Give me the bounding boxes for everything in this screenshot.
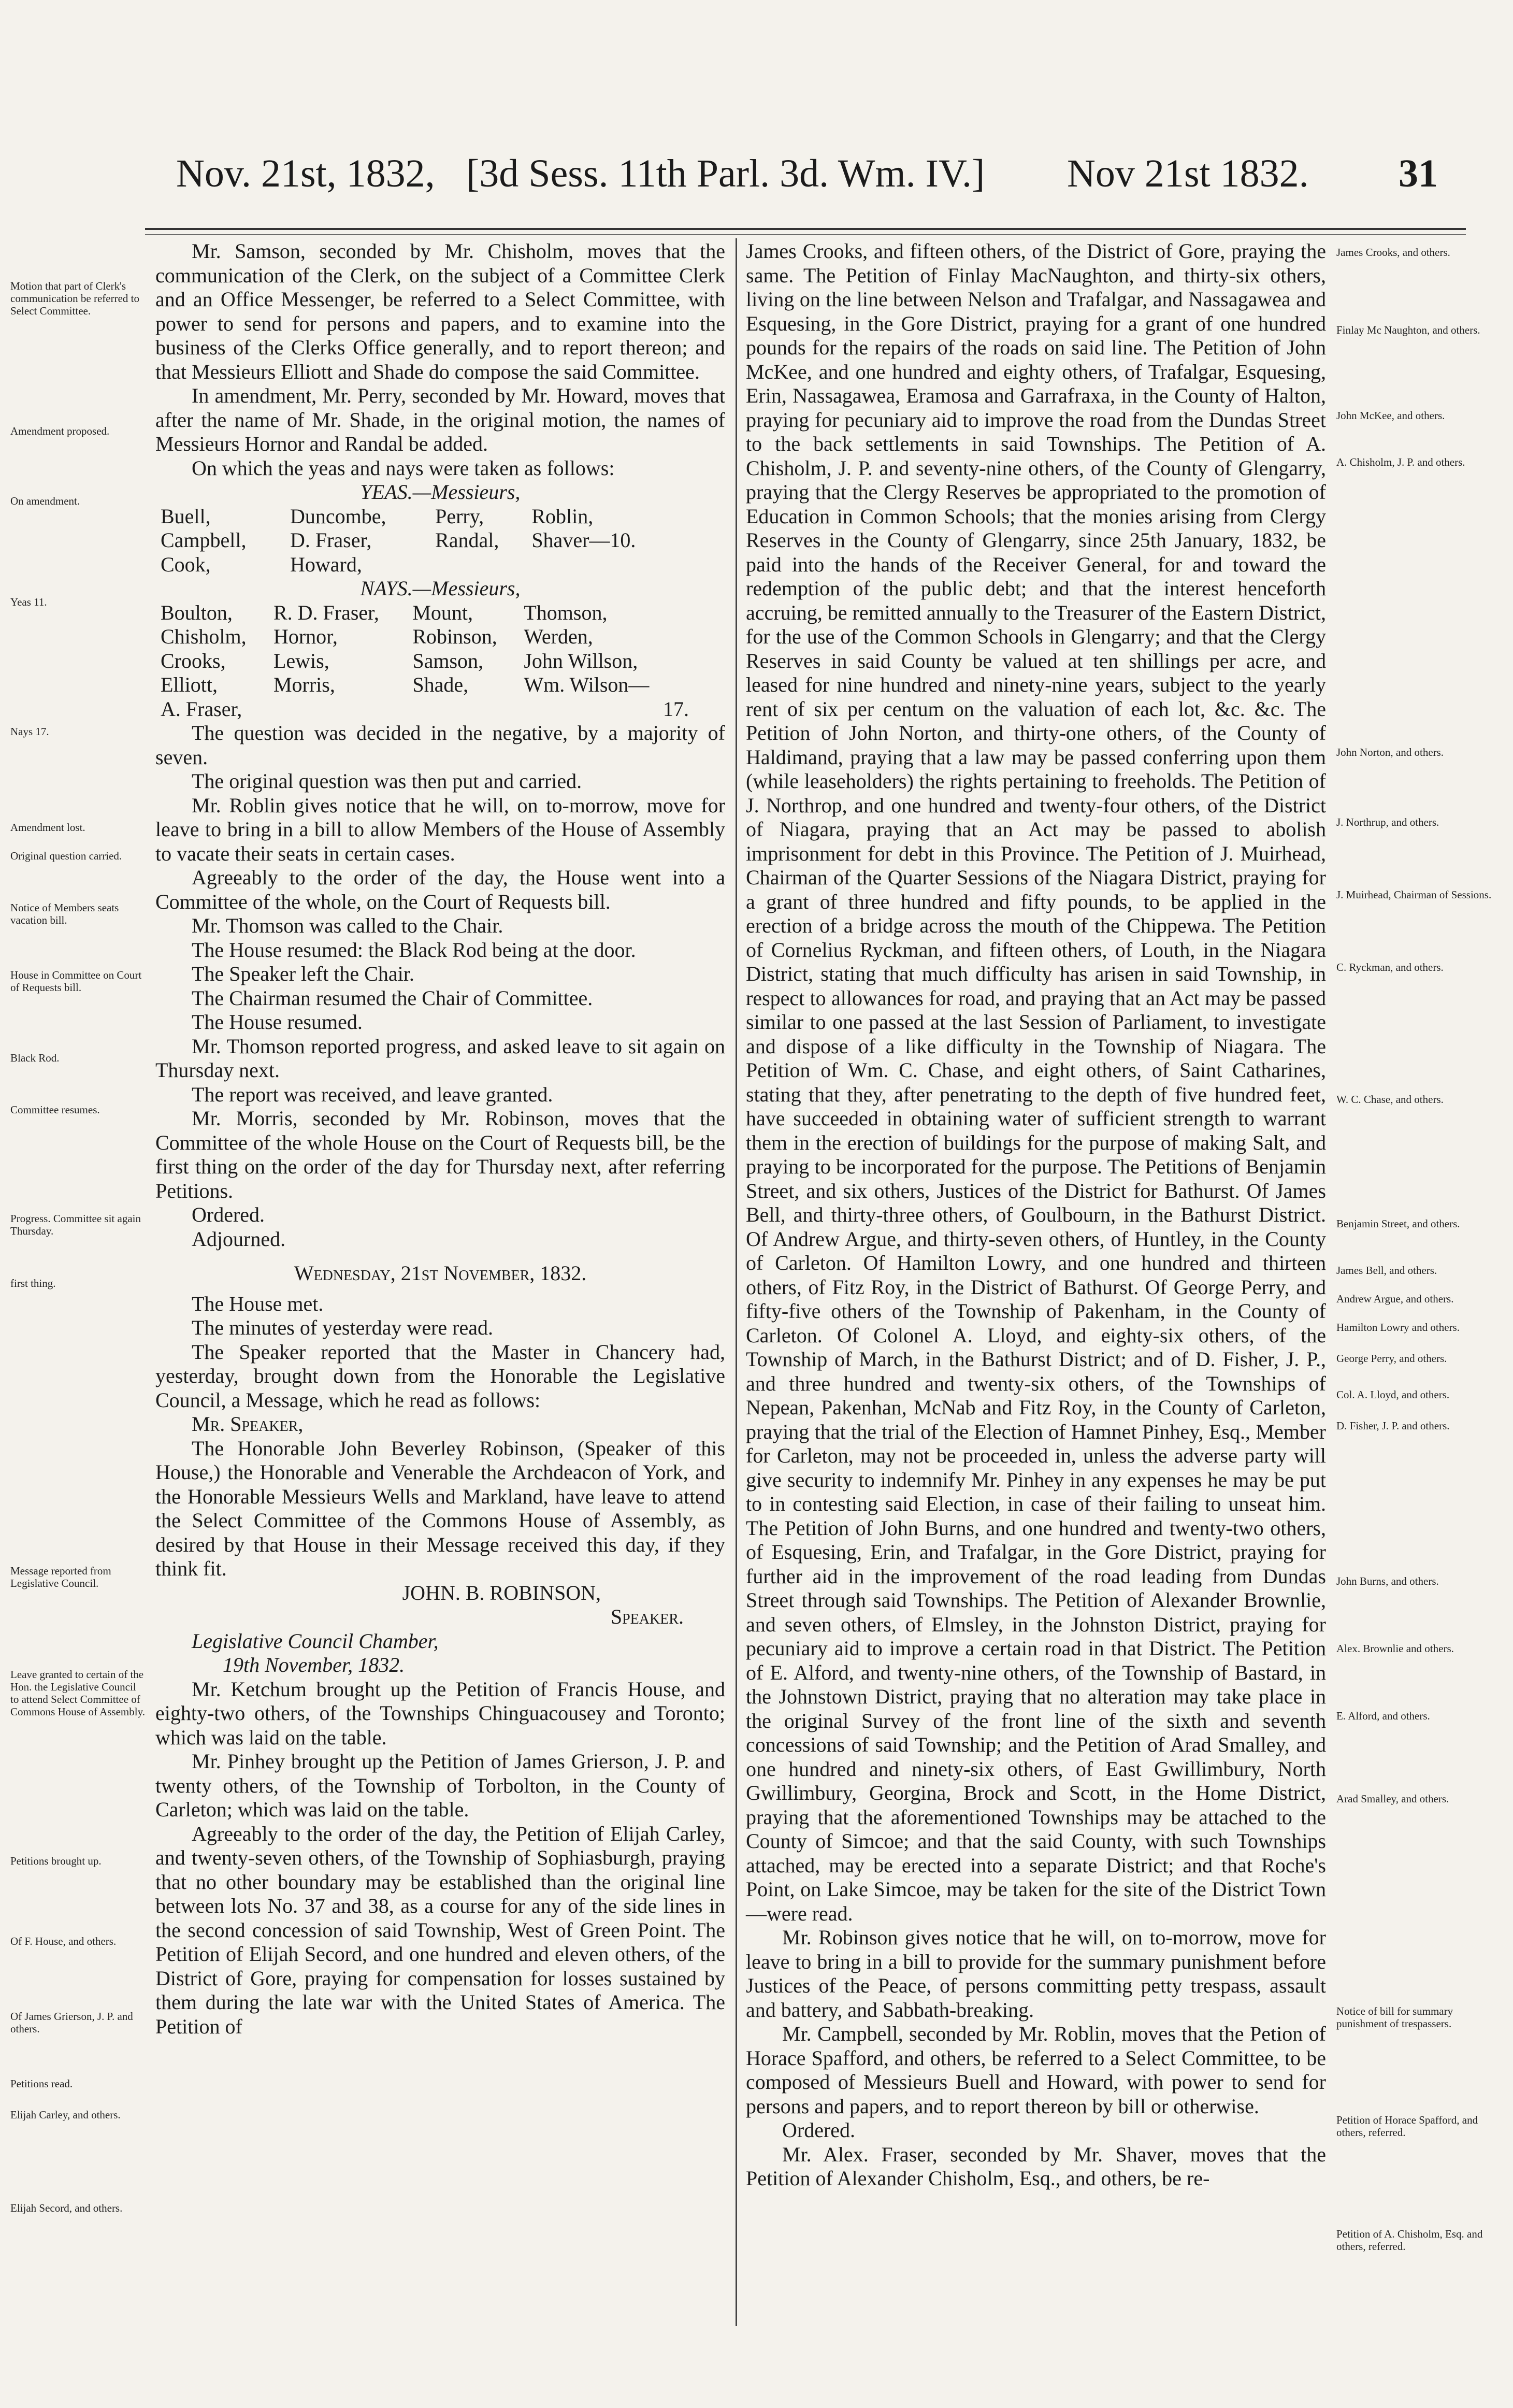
nay-name	[273, 697, 412, 722]
paragraph: Mr. Thomson was called to the Chair.	[192, 914, 503, 937]
table-row	[161, 601, 689, 625]
margin-note: Yeas 11.	[10, 596, 47, 608]
nay-name: Morris,	[273, 673, 335, 696]
margin-note: Benjamin Street, and others.	[1336, 1217, 1460, 1230]
nays-heading: NAYS.—Messieurs,	[360, 577, 521, 600]
table-row	[161, 673, 689, 697]
margin-note: Of James Grierson, J. P. and others.	[10, 2010, 133, 2035]
margin-note: first thing.	[10, 1277, 56, 1289]
table-row	[161, 505, 689, 529]
header-rule	[145, 228, 1466, 230]
yea-name: Howard,	[290, 552, 362, 576]
nay-name: 17.	[663, 697, 689, 721]
nay-name: Thomson,	[524, 600, 608, 624]
nays-table	[161, 601, 689, 722]
margin-note: Petitions brought up.	[10, 1855, 102, 1867]
margin-note: Progress. Committee sit again Thursday.	[10, 1212, 141, 1237]
margin-note: Notice of Members seats vacation bill.	[10, 901, 119, 926]
paragraph: On which the yeas and nays were taken as follows:	[192, 456, 615, 480]
margin-note: John Norton, and others.	[1336, 746, 1444, 758]
paragraph: The House resumed: the Black Rod being at the door.	[192, 938, 636, 962]
day-heading: Wednesday, 21st November, 1832.	[294, 1262, 587, 1285]
nay-name: John Willson,	[524, 649, 638, 672]
margin-note: Elijah Secord, and others.	[10, 2202, 123, 2214]
paragraph: The Speaker left the Chair.	[192, 962, 414, 985]
margin-note: Original question carried.	[10, 850, 122, 862]
yea-name: D. Fraser,	[290, 528, 372, 552]
yea-name	[435, 553, 531, 577]
paragraph: The Chairman resumed the Chair of Committee.	[192, 986, 593, 1010]
margin-note: Elijah Carley, and others.	[10, 2109, 121, 2121]
page-number: 31	[1399, 152, 1438, 195]
table-row	[161, 528, 689, 553]
nay-name: Crooks,	[161, 649, 226, 672]
header-session: [3d Sess. 11th Parl. 3d. Wm. IV.]	[466, 152, 985, 195]
margin-note: Hamilton Lowry and others.	[1336, 1321, 1460, 1334]
margin-note: Committee resumes.	[10, 1103, 100, 1116]
margin-note: George Perry, and others.	[1336, 1352, 1447, 1365]
margin-note: J. Muirhead, Chairman of Sessions.	[1336, 888, 1492, 901]
margin-note: C. Ryckman, and others.	[1336, 961, 1444, 973]
yea-name: Roblin,	[531, 504, 594, 528]
nay-name	[412, 697, 524, 722]
margin-note: On amendment.	[10, 495, 80, 507]
table-row	[161, 697, 689, 722]
yea-name: Perry,	[435, 504, 484, 528]
margin-note: James Crooks, and others.	[1336, 246, 1450, 259]
nay-name: Lewis,	[273, 649, 329, 672]
yeas-heading: YEAS.—Messieurs,	[360, 480, 521, 504]
nay-name: R. D. Fraser,	[273, 600, 379, 624]
nay-name: Shade,	[412, 673, 469, 696]
yea-name: Duncombe,	[290, 504, 386, 528]
margin-note: Arad Smalley, and others.	[1336, 1793, 1449, 1805]
margin-note: John Burns, and others.	[1336, 1575, 1439, 1587]
paragraph: The question was decided in the negative, by a majority of seven.	[155, 721, 725, 769]
margin-note: E. Alford, and others.	[1336, 1710, 1430, 1722]
margin-note: Nays 17.	[10, 725, 49, 738]
paragraph: The original question was then put and carried.	[192, 769, 582, 793]
nay-name: Chisholm,	[161, 625, 247, 648]
margin-note: A. Chisholm, J. P. and others.	[1336, 456, 1465, 468]
right-column	[746, 239, 1326, 2191]
table-row	[161, 553, 689, 577]
margin-note: Motion that part of Clerk's communication be referred to Select Committee.	[10, 280, 139, 317]
yeas-table	[161, 505, 689, 577]
header-rule-thin	[145, 234, 1466, 235]
yea-name: Randal,	[435, 528, 499, 552]
paragraph: Mr. Roblin gives notice that he will, on to-morrow, move for leave to bring in a bill to allow Members of the House of Assembly to vacate their seats in certain cases.	[155, 793, 725, 865]
column-divider	[736, 238, 737, 2326]
paragraph: Mr. Robinson gives notice that he will, on to-morrow, move for leave to bring in a bill to provide for the summary punishment before Justices of the Peace, of persons committing petty trespass, assault and battery, and Sabbath-breaking.	[746, 1926, 1326, 2022]
nay-name: Hornor,	[273, 625, 338, 648]
page-header	[176, 151, 1440, 213]
margin-note: Col. A. Lloyd, and others.	[1336, 1388, 1450, 1401]
paragraph: Ordered.	[192, 1203, 265, 1226]
yea-name: Cook,	[161, 552, 211, 576]
nay-name: Samson,	[412, 649, 484, 672]
header-date-right: Nov 21st 1832.	[1067, 152, 1309, 195]
margin-note: James Bell, and others.	[1336, 1264, 1437, 1277]
paragraph: Ordered.	[782, 2118, 856, 2142]
margin-note: Alex. Brownlie and others.	[1336, 1642, 1454, 1655]
yea-name: Buell,	[161, 504, 211, 528]
table-row	[161, 649, 689, 673]
paragraph: Mr. Thomson reported progress, and asked leave to sit again on Thursday next.	[155, 1034, 725, 1082]
table-row	[161, 625, 689, 649]
paragraph: The House met.	[192, 1292, 324, 1315]
margin-note: Amendment proposed.	[10, 425, 110, 437]
yea-name: Shaver—10.	[531, 528, 636, 552]
paragraph: Mr. Samson, seconded by Mr. Chisholm, moves that the communication of the Clerk, on the subject of a Committee Clerk and an Office Messenger, be referred to a Select Committee, with power to send for persons and papers, and to examine into the business of the Clerks Office generally, and to report thereon; and that Messieurs Elliott and Shade do compose the said Committee.	[155, 239, 725, 383]
paragraph: Agreeably to the order of the day, the Petition of Elijah Carley, and twenty-seven others, of the Township of Sophiasburgh, praying that no other boundary may be established than the original line between lots No. 37 and 38, as a course for any of the side lines in the second concession of said Township, West of Green Point. The Petition of Elijah Secord, and one hundred and eleven others, of the District of Gore, praying for compensation for losses sustained by them during the late war with the United States of America. The Petition of	[155, 1822, 725, 2038]
salutation: Mr. Speaker,	[192, 1412, 304, 1436]
nay-name: Robinson,	[412, 625, 497, 648]
paragraph: James Crooks, and fifteen others, of the District of Gore, praying the same. The Petition of Finlay MacNaughton, and thirty-six others, living on the line between Nelson and Trafalgar, and Nassagawea and Esquesing, in the Gore District, praying for a grant of one hundred pounds for the repairs of the roads on said line. The Petition of John McKee, and one hundred and eighty others, of Trafalgar, Esquesing, Erin, Nassagawea, Eramosa and Garrafraxa, in the County of Halton, praying for pecuniary aid to improve the road from the Dundas Street to the back settlements in said Townships. The Petition of A. Chisholm, J. P. and seventy-nine others, of the County of Glengarry, praying that the Clergy Reserves be appropriated to the promotion of Education in Common Schools; that the monies arising from Clergy Reserves in the County of Glengarry, since 25th January, 1832, be paid into the hands of the Receiver General, for and toward the redemption of the public debt; and that the interest henceforth accruing, be remitted annually to the Treasurer of the Eastern District, for the use of the Common Schools in Glengarry; and that the Clergy Reserves in said County be valued at ten shillings per acre, and leased for nine hundred and ninety-nine years, subject to the yearly rent of six per centum on the valuation of each lot, &c. &c. The Petition of John Norton, and thirty-one others, of the County of Haldimand, praying that a law may be passed conferring upon them (while leaseholders) the rights pertaining to freeholds. The Petition of J. Northrop, and one hundred and twenty-four others, of the District of Niagara, praying that an Act may be passed to abolish imprisonment for debt in this Province. The Petition of J. Muirhead, Chairman of the Quarter Sessions of the Niagara District, praying for a grant of three hundred and fifty pounds, to be applied in the erection of a bridge across the mouth of the Chippewa. The Petition of Cornelius Ryckman, and fifteen others, of Louth, in the Niagara District, stating that much difficulty has arisen in said Township, in respect to allowances for road, and praying that an Act may be passed similar to one passed at the last Session of Parliament, to investigate and dispose of a like difficulty in the Township of Niagara. The Petition of Wm. C. Chase, and eight others, of Saint Catharines, stating that they, after penetrating to the depth of five hundred feet, have succeeded in obtaining water of sufficient strength to warrant them in the erection of buildings for the purpose of making Salt, and praying to be incorporated for the purpose. The Petitions of Benjamin Street, and six others, Justices of the District for Bathurst. Of James Bell, and thirty-three others, of Goulbourn, in the Bathurst District. Of Andrew Argue, and thirty-seven others, of Huntley, in the County of Carleton. Of Hamilton Lowry, and one hundred and thirteen others, of Fitz Roy, in the District of Bathurst. Of George Perry, and fifty-five others of the Township of Pakenham, in the County of Carleton. Of Colonel A. Lloyd, and eighty-six others, of the Township of March, in the Bathurst District; and of D. Fisher, J. P., and three hundred and twenty-six others, of the Townships of Nepean, Pakenhan, McNab and Fitz Roy, in the County of Carleton, praying that the trial of the Election of Hamnet Pinhey, Esq., Member for Carleton, may not be proceeded in, unless the adverse party will give security to indemnify Mr. Pinhey in any expenses he may be put to in contesting said Election, in case of their failing to unseat him. The Petition of John Burns, and one hundred and twenty-two others, of Esquesing, Erin, and Trafalgar, in the Gore District, praying for further aid in the improvement of the road leading from Dundas Street through said Townships. The Petition of Alexander Brownlie, and seven others, of Elmsley, in the Johnston District, praying for pecuniary aid to improve a certain road in that District. The Petition of E. Alford, and twenty-nine others, of the Township of Bastard, in the Johnstown District, praying that no alteration may take place in the original Survey of the front line of the sixth and seventh concessions of said Township; and the Petition of Arad Smalley, and one hundred and ninety-six others, of East Gwillimbury, North Gwillimbury, Georgina, Brock and Scott, in the Home District, praying that the aforementioned Townships may be attached to the County of Simcoe; and that the said County, with such Townships attached, may be erected into a separate District; and that Roche's Point, on Lake Simcoe, may be taken for the site of the District Town—were read.	[746, 239, 1326, 1925]
margin-note: Amendment lost.	[10, 821, 85, 834]
paragraph: Mr. Morris, seconded by Mr. Robinson, moves that the Committee of the whole House on the Court of Requests bill, be the first thing on the order of the day for Thursday next, after referring Petitions.	[155, 1107, 725, 1202]
message-text: The Honorable John Beverley Robinson, (Speaker of this House,) the Honorable and Venerable the Archdeacon of York, and the Honorable Messieurs Wells and Markland, have leave to attend the Select Committee of the Commons House of Assembly, as desired by that House in their Message received this day, if they think fit.	[155, 1436, 725, 1580]
margin-note: J. Northrup, and others.	[1336, 816, 1439, 828]
paragraph: The House resumed.	[192, 1010, 363, 1034]
margin-note: Petitions read.	[10, 2077, 73, 2090]
margin-note: Finlay Mc Naughton, and others.	[1336, 324, 1480, 336]
paragraph: The minutes of yesterday were read.	[192, 1316, 493, 1339]
margin-note: Message reported from Legislative Council.	[10, 1565, 111, 1589]
nay-name: A. Fraser,	[161, 697, 242, 721]
margin-note: Petition of Horace Spafford, and others, referred.	[1336, 2114, 1478, 2139]
nay-name: Elliott,	[161, 673, 218, 696]
right-margin-notes	[1336, 0, 1502, 2408]
margin-note: W. C. Chase, and others.	[1336, 1093, 1444, 1106]
margin-note: Notice of bill for summary punishment of trespassers.	[1336, 2005, 1453, 2030]
paragraph: The Speaker reported that the Master in Chancery had, yesterday, brought down from the Honorable the Legislative Council, a Message, which he read as follows:	[155, 1340, 725, 1412]
header-date-left: Nov. 21st, 1832,	[176, 152, 435, 195]
margin-note: House in Committee on Court of Requests bill.	[10, 969, 142, 994]
margin-note: Of F. House, and others.	[10, 1935, 117, 1947]
nay-name: Boulton,	[161, 600, 233, 624]
paragraph: Mr. Pinhey brought up the Petition of James Grierson, J. P. and twenty others, of the Township of Torbolton, in the County of Carleton; which was laid on the table.	[155, 1750, 725, 1821]
chamber-line: Legislative Council Chamber,	[192, 1629, 439, 1653]
paragraph: Adjourned.	[192, 1227, 286, 1251]
signature-title: Speaker.	[610, 1605, 684, 1628]
margin-note: Petition of A. Chisholm, Esq. and others, referred.	[1336, 2228, 1483, 2253]
left-margin-notes	[10, 0, 145, 2408]
paragraph: Mr. Ketchum brought up the Petition of Francis House, and eighty-two others, of the Townships Chinguacousey and Toronto; which was laid on the table.	[155, 1677, 725, 1749]
paragraph: Agreeably to the order of the day, the House went into a Committee of the whole, on the Court of Requests bill.	[155, 866, 725, 913]
chamber-date: 19th November, 1832.	[223, 1653, 405, 1676]
margin-note: Andrew Argue, and others.	[1336, 1293, 1454, 1305]
nay-name: Werden,	[524, 625, 593, 648]
paragraph: In amendment, Mr. Perry, seconded by Mr. Howard, moves that after the name of Mr. Shade, in the original motion, the names of Messieurs Hornor and Randal be added.	[155, 384, 725, 455]
signature: JOHN. B. ROBINSON,	[402, 1581, 601, 1604]
left-column	[155, 239, 725, 2039]
paragraph: Mr. Campbell, seconded by Mr. Roblin, moves that the Petion of Horace Spafford, and others, be referred to a Select Committee, to be composed of Messieurs Buell and Howard, with power to send for persons and papers, and to report thereon by bill or otherwise.	[746, 2022, 1326, 2118]
yea-name	[531, 553, 689, 577]
margin-note: Leave granted to certain of the Hon. the Legislative Council to attend Select Committee of Commons House of Assembly.	[10, 1668, 145, 1718]
margin-note: Black Rod.	[10, 1052, 60, 1064]
paragraph: The report was received, and leave granted.	[192, 1082, 553, 1106]
yea-name: Campbell,	[161, 528, 247, 552]
margin-note: John McKee, and others.	[1336, 409, 1445, 422]
paragraph: Mr. Alex. Fraser, seconded by Mr. Shaver, moves that the Petition of Alexander Chisholm, Esq., and others, be re-	[746, 2142, 1326, 2190]
margin-note: D. Fisher, J. P. and others.	[1336, 1420, 1450, 1432]
nay-name: Wm. Wilson—	[524, 673, 650, 696]
nay-name: Mount,	[412, 600, 473, 624]
